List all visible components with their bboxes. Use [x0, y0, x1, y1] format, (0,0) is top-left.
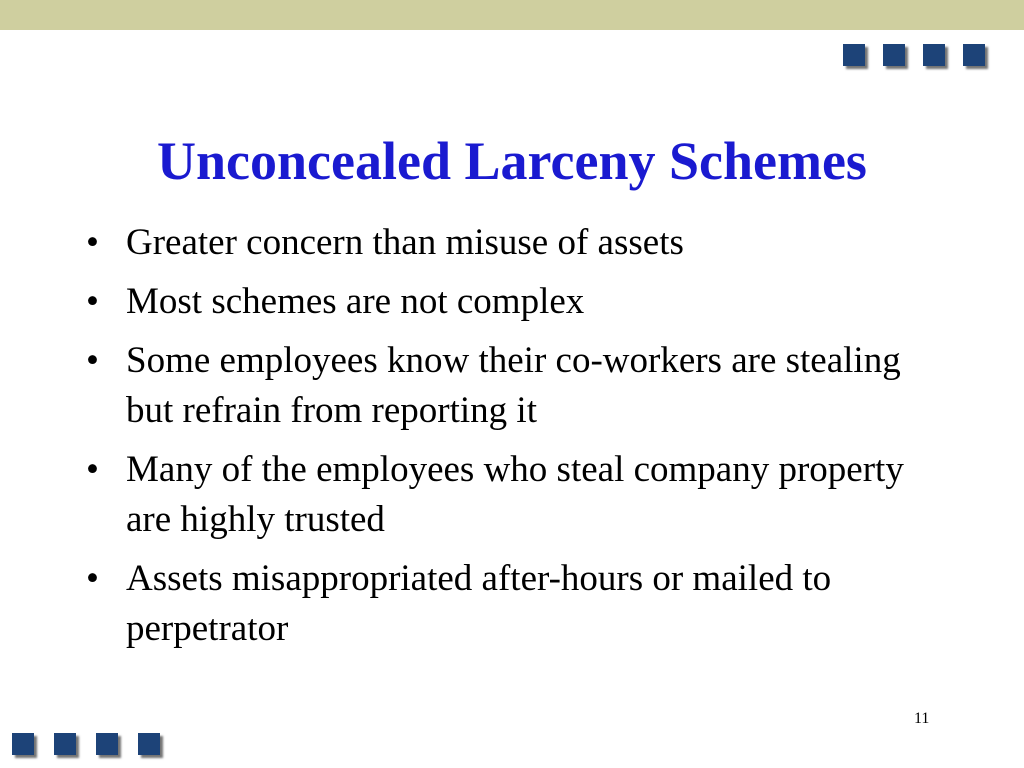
square-icon: [843, 44, 865, 66]
bullet-item: [86, 554, 946, 654]
bullet-text: Many of the employees who steal company property are highly trusted: [126, 449, 904, 540]
bullet-icon: •: [86, 340, 99, 381]
bullet-item: [86, 277, 946, 327]
bullet-icon: •: [86, 281, 99, 322]
bullet-item: [86, 336, 946, 436]
slide-title: Unconcealed Larceny Schemes: [157, 131, 867, 191]
top-square-decoration: [843, 44, 985, 66]
bullet-item: [86, 218, 946, 268]
square-icon: [96, 733, 118, 755]
square-icon: [923, 44, 945, 66]
top-decorative-band: [0, 0, 1024, 30]
bottom-square-decoration: [12, 733, 160, 755]
bullet-icon: •: [86, 222, 99, 263]
square-icon: [12, 733, 34, 755]
bullet-icon: •: [86, 449, 99, 490]
square-icon: [883, 44, 905, 66]
bullet-text: Some employees know their co-workers are stealing but refrain from reporting it: [126, 340, 901, 431]
bullet-text: Greater concern than misuse of assets: [126, 222, 684, 263]
square-icon: [963, 44, 985, 66]
bullet-icon: •: [86, 558, 99, 599]
square-icon: [54, 733, 76, 755]
bullet-item: [86, 445, 946, 545]
bullet-text: Most schemes are not complex: [126, 281, 585, 322]
square-icon: [138, 733, 160, 755]
page-number: 11: [914, 710, 930, 727]
bullet-text: Assets misappropriated after-hours or mailed to perpetrator: [126, 558, 832, 649]
bullet-list: [86, 218, 946, 663]
